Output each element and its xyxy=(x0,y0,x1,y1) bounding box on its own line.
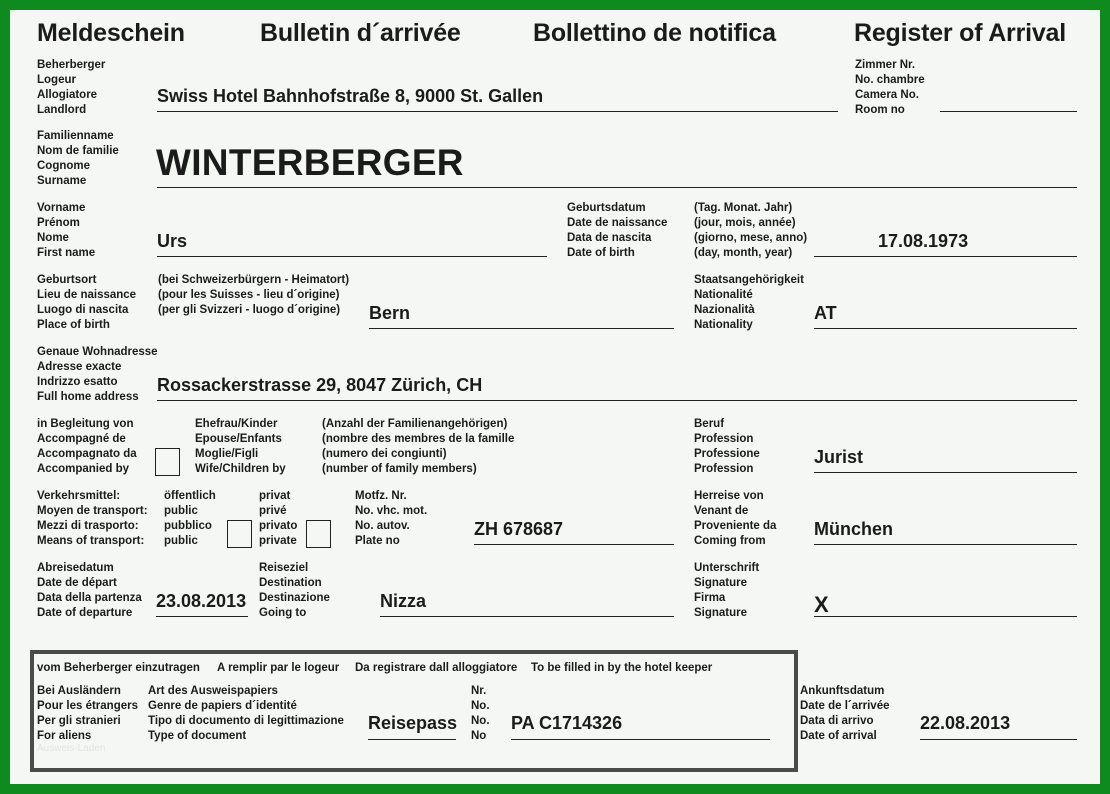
coming-from-value[interactable]: München xyxy=(814,519,893,539)
birth-date-labels: Geburtsdatum Date de naissance Data de nascita Date of birth xyxy=(567,202,668,259)
hotel-header-1: vom Beherberger einzutragen xyxy=(37,662,200,674)
profession-line xyxy=(814,472,1077,473)
nationality-line xyxy=(814,328,1077,329)
document-type-value[interactable]: Reisepass xyxy=(368,713,458,733)
arrival-line xyxy=(920,739,1077,740)
first-name-line xyxy=(157,256,547,257)
birth-date-format-labels: (Tag. Monat. Jahr) (jour, mois, année) (giorno, mese, anno) (day, month, year) xyxy=(694,202,808,259)
plate-line xyxy=(474,544,674,545)
destination-value[interactable]: Nizza xyxy=(380,591,427,611)
destination-line xyxy=(380,616,674,617)
birth-date-value[interactable]: 17.08.1973 xyxy=(878,231,969,251)
accompanied-checkbox[interactable] xyxy=(155,448,180,476)
surname-labels: Familienname Nom de familie Cognome Surname xyxy=(37,130,119,187)
registration-form xyxy=(10,10,1100,784)
landlord-value[interactable]: Swiss Hotel Bahnhofstraße 8, 9000 St. Gallen xyxy=(157,86,544,106)
document-number-labels: Nr. No. No. No xyxy=(471,685,490,742)
plate-labels: Motfz. Nr. No. vhc. mot. No. autov. Plate no xyxy=(355,490,428,547)
arrival-value[interactable]: 22.08.2013 xyxy=(920,713,1011,733)
nationality-labels: Staatsangehörigkeit Nationalité Nazionalità Nationality xyxy=(694,274,804,331)
profession-labels: Beruf Profession Professione Profession xyxy=(694,418,760,475)
address-labels: Genaue Wohnadresse Adresse exacte Indrizzo esatto Full home address xyxy=(37,346,158,403)
public-transport-checkbox[interactable] xyxy=(227,520,252,548)
address-value[interactable]: Rossackerstrasse 29, 8047 Zürich, CH xyxy=(157,375,483,395)
nationality-value[interactable]: AT xyxy=(814,303,837,323)
document-number-value[interactable]: PA C1714326 xyxy=(511,713,623,733)
title-italian: Bollettino de notifica xyxy=(533,19,776,47)
birth-place-line xyxy=(369,328,674,329)
destination-labels: Reiseziel Destination Destinazione Going to xyxy=(259,562,330,619)
document-type-line xyxy=(368,739,456,740)
address-line xyxy=(157,400,1077,401)
surname-line xyxy=(157,187,1077,188)
departure-value[interactable]: 23.08.2013 xyxy=(156,591,247,611)
departure-labels: Abreisedatum Date de départ Data della partenza Date of departure xyxy=(37,562,142,619)
title-french: Bulletin d´arrivée xyxy=(260,19,461,47)
birth-place-value[interactable]: Bern xyxy=(369,303,411,323)
arrival-labels: Ankunftsdatum Date de l´arrivée Data di arrivo Date of arrival xyxy=(800,685,890,742)
departure-line xyxy=(156,616,248,617)
plate-value[interactable]: ZH 678687 xyxy=(474,519,564,539)
aliens-labels: Bei Ausländern Pour les étrangers Per gli stranieri For aliens xyxy=(37,685,138,742)
transport-labels: Verkehrsmittel: Moyen de transport: Mezzi di trasporto: Means of transport: xyxy=(37,490,148,547)
surname-value[interactable]: WINTERBERGER xyxy=(156,142,464,183)
hotel-header-3: Da registrare dall alloggiatore xyxy=(355,662,518,674)
public-transport-labels: öffentlich public pubblico public xyxy=(164,490,216,547)
profession-value[interactable]: Jurist xyxy=(814,447,864,467)
title-german: Meldeschein xyxy=(37,19,185,47)
hotel-header-2: A remplir par le logeur xyxy=(217,662,340,674)
signature-labels: Unterschrift Signature Firma Signature xyxy=(694,562,760,619)
room-labels: Zimmer Nr. No. chambre Camera No. Room no xyxy=(855,59,925,116)
first-name-value[interactable]: Urs xyxy=(157,231,188,251)
birth-place-note-labels: (bei Schweizerbürgern - Heimatort) (pour les Suisses - lieu d´origine) (per gli Svizzeri - luogo d´origine) xyxy=(158,274,350,316)
landlord-line xyxy=(157,111,838,112)
document-type-labels: Art des Ausweispapiers Genre de papiers d´identité Tipo di documento di legittimazione Type of document xyxy=(148,685,344,742)
private-transport-checkbox[interactable] xyxy=(306,520,331,548)
room-line xyxy=(940,111,1077,112)
document-number-line xyxy=(511,739,770,740)
signature-line xyxy=(814,616,1077,617)
private-transport-labels: privat privé privato private xyxy=(259,490,298,547)
coming-from-line xyxy=(814,544,1077,545)
birth-place-labels: Geburtsort Lieu de naissance Luogo di nascita Place of birth xyxy=(37,274,137,331)
hotel-header-4: To be filled in by the hotel keeper xyxy=(531,662,713,674)
faint-watermark-text: Ausweis-Laden xyxy=(37,743,106,754)
title-english: Register of Arrival xyxy=(854,19,1067,47)
landlord-labels: Beherberger Logeur Allogiatore Landlord xyxy=(37,59,106,116)
family-count-labels: (Anzahl der Familienangehörigen) (nombre des membres de la famille (numero dei congiunti) (number of family members) xyxy=(322,418,515,475)
accompanied-labels: in Begleitung von Accompagné de Accompagnato da Accompanied by xyxy=(37,418,137,475)
first-name-labels: Vorname Prénom Nome First name xyxy=(37,202,96,259)
signature-value[interactable]: X xyxy=(814,592,829,617)
coming-from-labels: Herreise von Venant de Proveniente da Coming from xyxy=(694,490,777,547)
birth-date-line xyxy=(814,256,1077,257)
spouse-labels: Ehefrau/Kinder Epouse/Enfants Moglie/Figli Wife/Children by xyxy=(195,418,286,475)
